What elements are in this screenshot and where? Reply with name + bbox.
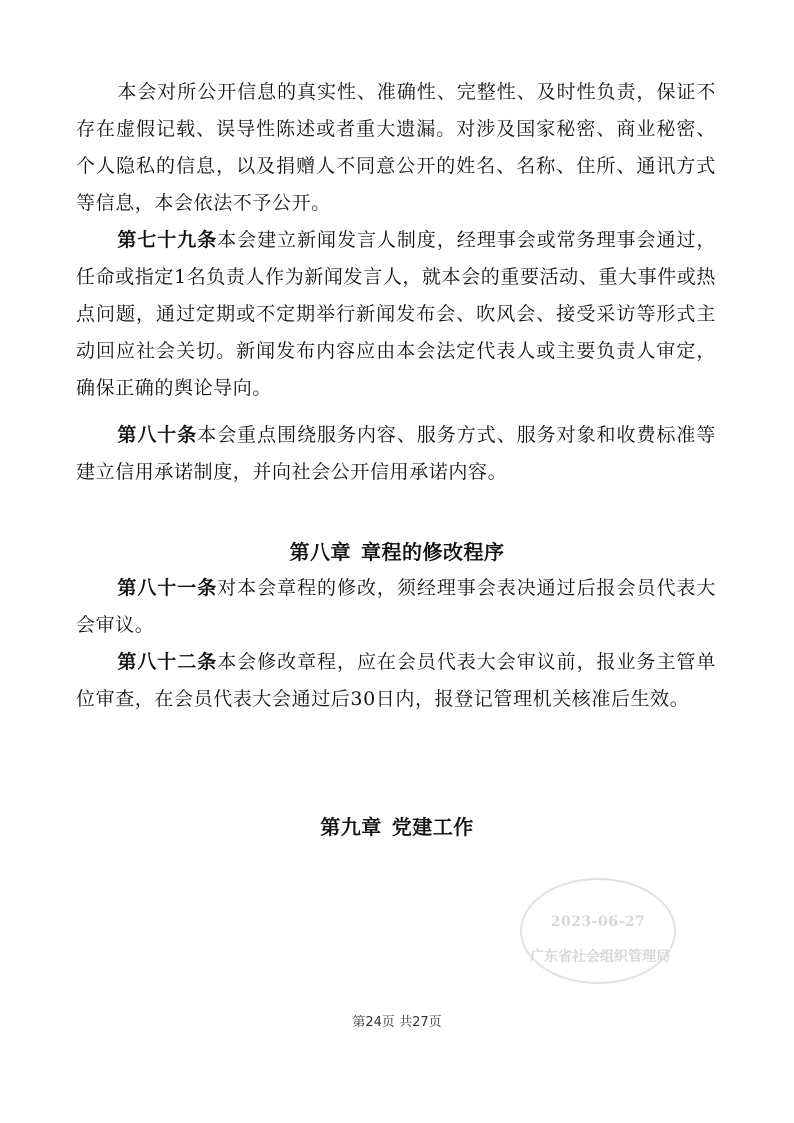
chapter-8-heading: [0, 536, 794, 565]
article-text: 本会修改章程，应在会员代表大会审议前，报业务主管单位审查，在会员代表大会通过后30日内，报登记管理机关核准后生效。: [76, 651, 716, 710]
chapter-number: 第八章: [289, 540, 351, 564]
paragraph-disclosure-responsibility: [76, 74, 716, 222]
article-number: 第八十二条: [117, 651, 218, 673]
article-text: 对本会章程的修改，须经理事会表决通过后报会员代表大会审议。: [76, 577, 716, 636]
article-80: [76, 417, 716, 491]
article-number: 第八十一条: [117, 577, 218, 599]
article-79: [76, 222, 716, 407]
approval-seal-stamp: [520, 878, 676, 984]
seal-date: 2023-06-27: [550, 914, 646, 930]
article-number: 第八十条: [117, 424, 198, 446]
chapter-number: 第九章: [320, 815, 382, 839]
page-number-footer: 第24页 共27页: [352, 1015, 442, 1030]
paragraph-text: 本会对所公开信息的真实性、准确性、完整性、及时性负责，保证不存在虚假记载、误导性陈述或者重大遗漏。对涉及国家秘密、商业秘密、个人隐私的信息，以及捐赠人不同意公开的姓名、名称、住所、通讯方式等信息，本会依法不予公开。: [76, 81, 716, 214]
chapter-title: 党建工作: [391, 815, 474, 839]
article-text: 本会建立新闻发言人制度，经理事会或常务理事会通过，任命或指定1名负责人作为新闻发言人，就本会的重要活动、重大事件或热点问题，通过定期或不定期举行新闻发布会、吹风会、接受采访等形式主动回应社会关切。新闻发布内容应由本会法定代表人或主要负责人审定，确保正确的舆论导向。: [76, 229, 716, 399]
article-number: 第七十九条: [117, 229, 218, 251]
chapter-9-heading: [0, 811, 794, 840]
article-text: 本会重点围绕服务内容、服务方式、服务对象和收费标准等建立信用承诺制度，并向社会公开信用承诺内容。: [76, 424, 716, 483]
article-82: [76, 644, 716, 718]
seal-organization: 广东省社会组织管理局: [530, 949, 670, 965]
article-81: [76, 570, 716, 644]
chapter-title: 章程的修改程序: [361, 540, 505, 564]
